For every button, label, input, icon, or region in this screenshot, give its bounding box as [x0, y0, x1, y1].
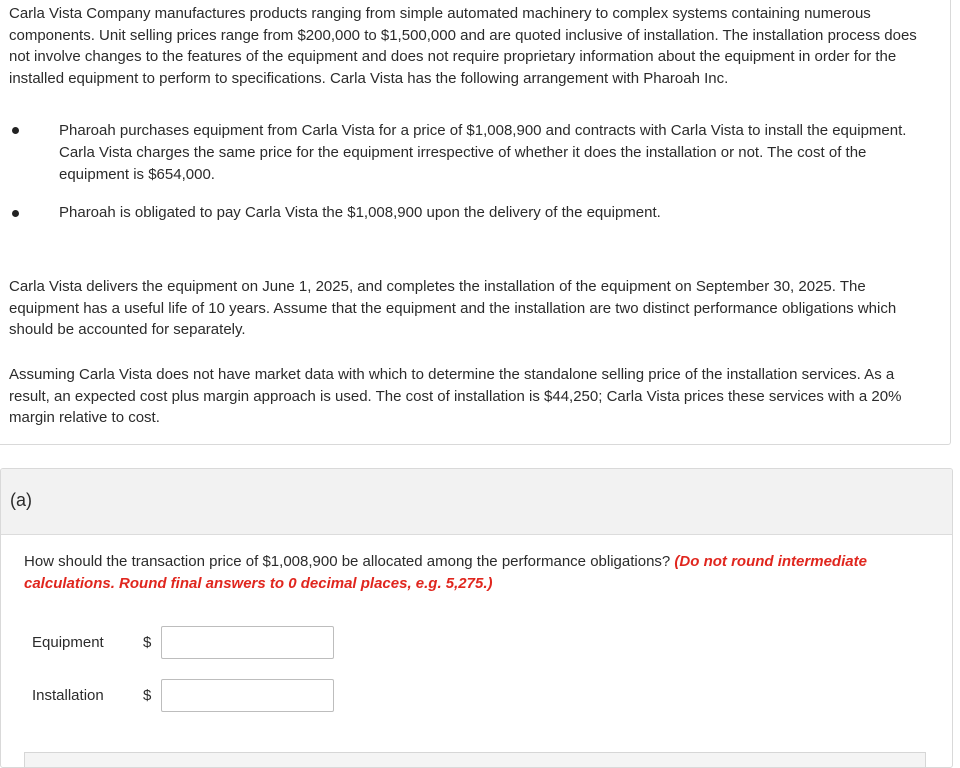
part-a-card	[0, 468, 953, 768]
assumption-paragraph: Assuming Carla Vista does not have market data with which to determine the standalone selling price of the installation services. As a result, an expected cost plus margin approach is used. The cost of installation is $44,250; Carla Vista prices these services with a 20% margin relative to cost.	[9, 366, 902, 427]
bullet-icon	[12, 127, 19, 134]
problem-intro: Carla Vista Company manufactures products ranging from simple automated machinery to complex systems containing numerous components. Unit selling prices range from $200,000 to $1,500,000 and are quoted inclusive of installation. The installation process does not involve changes to the features of the equipment and does not require proprietary information about the equipment in order for the installed equipment to perform to specifications. Carla Vista has the following arrangement with Pharoah Inc.	[9, 5, 917, 88]
equipment-label: Equipment	[32, 634, 104, 651]
installation-label: Installation	[32, 687, 104, 704]
question-text	[24, 551, 924, 595]
rounding-instruction: (Do not round intermediate calculations. Round final answers to 0 decimal places, e.g. 5,275.)	[24, 553, 867, 592]
question-prompt: How should the transaction price of $1,008,900 be allocated among the performance obligations?	[24, 553, 675, 570]
bullet-text: Pharoah is obligated to pay Carla Vista the $1,008,900 upon the delivery of the equipment.	[59, 204, 661, 221]
installation-input[interactable]	[161, 679, 334, 712]
part-header	[1, 469, 952, 535]
equipment-input[interactable]	[161, 626, 334, 659]
currency-symbol: $	[143, 687, 152, 704]
next-section-edge	[24, 752, 926, 768]
bullet-text: Pharoah purchases equipment from Carla Vista for a price of $1,008,900 and contracts with Carla Vista to install the equipment. Carla Vista charges the same price for the equipment irrespective of whether it does the installation or not. The cost of the equipment is $654,000.	[59, 122, 907, 183]
delivery-paragraph: Carla Vista delivers the equipment on June 1, 2025, and completes the installation of the equipment on September 30, 2025. The equipment has a useful life of 10 years. Assume that the equipment and the installation are two distinct performance obligations which should be accounted for separately.	[9, 278, 897, 339]
currency-symbol: $	[143, 634, 152, 651]
part-label: (a)	[10, 490, 32, 510]
bullet-icon	[12, 210, 19, 217]
